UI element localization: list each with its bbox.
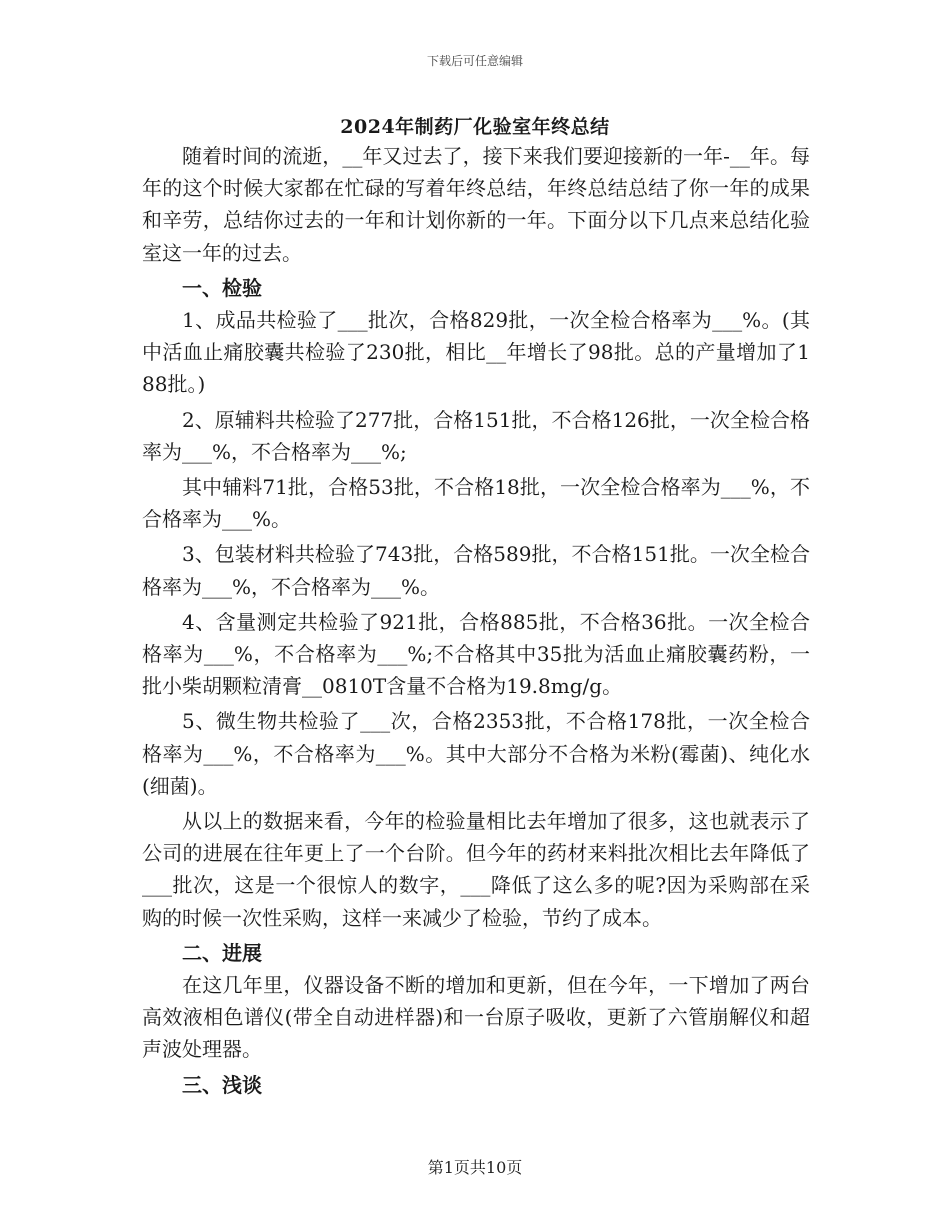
paragraph: 4、含量测定共检验了921批，合格885批，不合格36批。一次全检合格率为___%，不合格率为___%;不合格其中35批为活血止痛胶囊药粉，一批小柴胡颗粒清膏__0810T含量不合格为19.8mg/g。 [142, 609, 810, 699]
section-heading: 二、进展 [182, 940, 262, 965]
section-heading: 三、浅谈 [182, 1072, 262, 1097]
paragraph: 5、微生物共检验了___次，合格2353批，不合格178批，一次全检合格率为___%，不合格率为___%。其中大部分不合格为米粉(霉菌)、纯化水(细菌)。 [142, 709, 810, 798]
document-title: 2024年制药厂化验室年终总结 [340, 116, 610, 138]
paragraph: 1、成品共检验了___批次，合格829批，一次全检合格率为___%。(其中活血止痛胶囊共检验了230批，相比__年增长了98批。总的产量增加了188批。) [142, 308, 810, 397]
header-note: 下载后可任意编辑 [426, 54, 523, 68]
paragraph: 2、原辅料共检验了277批，合格151批，不合格126批，一次全检合格率为___%，不合格率为___%; [142, 407, 810, 464]
paragraph: 在这几年里，仪器设备不断的增加和更新，但在今年，一下增加了两台高效液相色谱仪(带全自动进样器)和一台原子吸收，更新了六管崩解仪和超声波处理器。 [142, 973, 810, 1062]
section-heading: 一、检验 [182, 275, 262, 300]
intro-paragraph: 随着时间的流逝，__年又过去了，接下来我们要迎接新的一年-__年。每年的这个时候大家都在忙碌的写着年终总结，年终总结总结了你一年的成果和辛劳，总结你过去的一年和计划你新的一年。下面分以下几点来总结化验室这一年的过去。 [142, 144, 810, 265]
paragraph: 3、包装材料共检验了743批，合格589批，不合格151批。一次全检合格率为___%，不合格率为___%。 [142, 542, 810, 599]
paragraph: 其中辅料71批，合格53批，不合格18批，一次全检合格率为___%，不合格率为___%。 [142, 475, 810, 532]
paragraph: 从以上的数据来看，今年的检验量相比去年增加了很多，这也就表示了公司的进展在往年更上了一个台阶。但今年的药材来料批次相比去年降低了___批次，这是一个很惊人的数字，___降低了这么多的呢?因为采购部在采购的时候一次性采购，这样一来减少了检验，节约了成本。 [142, 809, 810, 930]
document-body [142, 140, 810, 1101]
page-footer: 第1页共10页 [427, 1158, 523, 1177]
